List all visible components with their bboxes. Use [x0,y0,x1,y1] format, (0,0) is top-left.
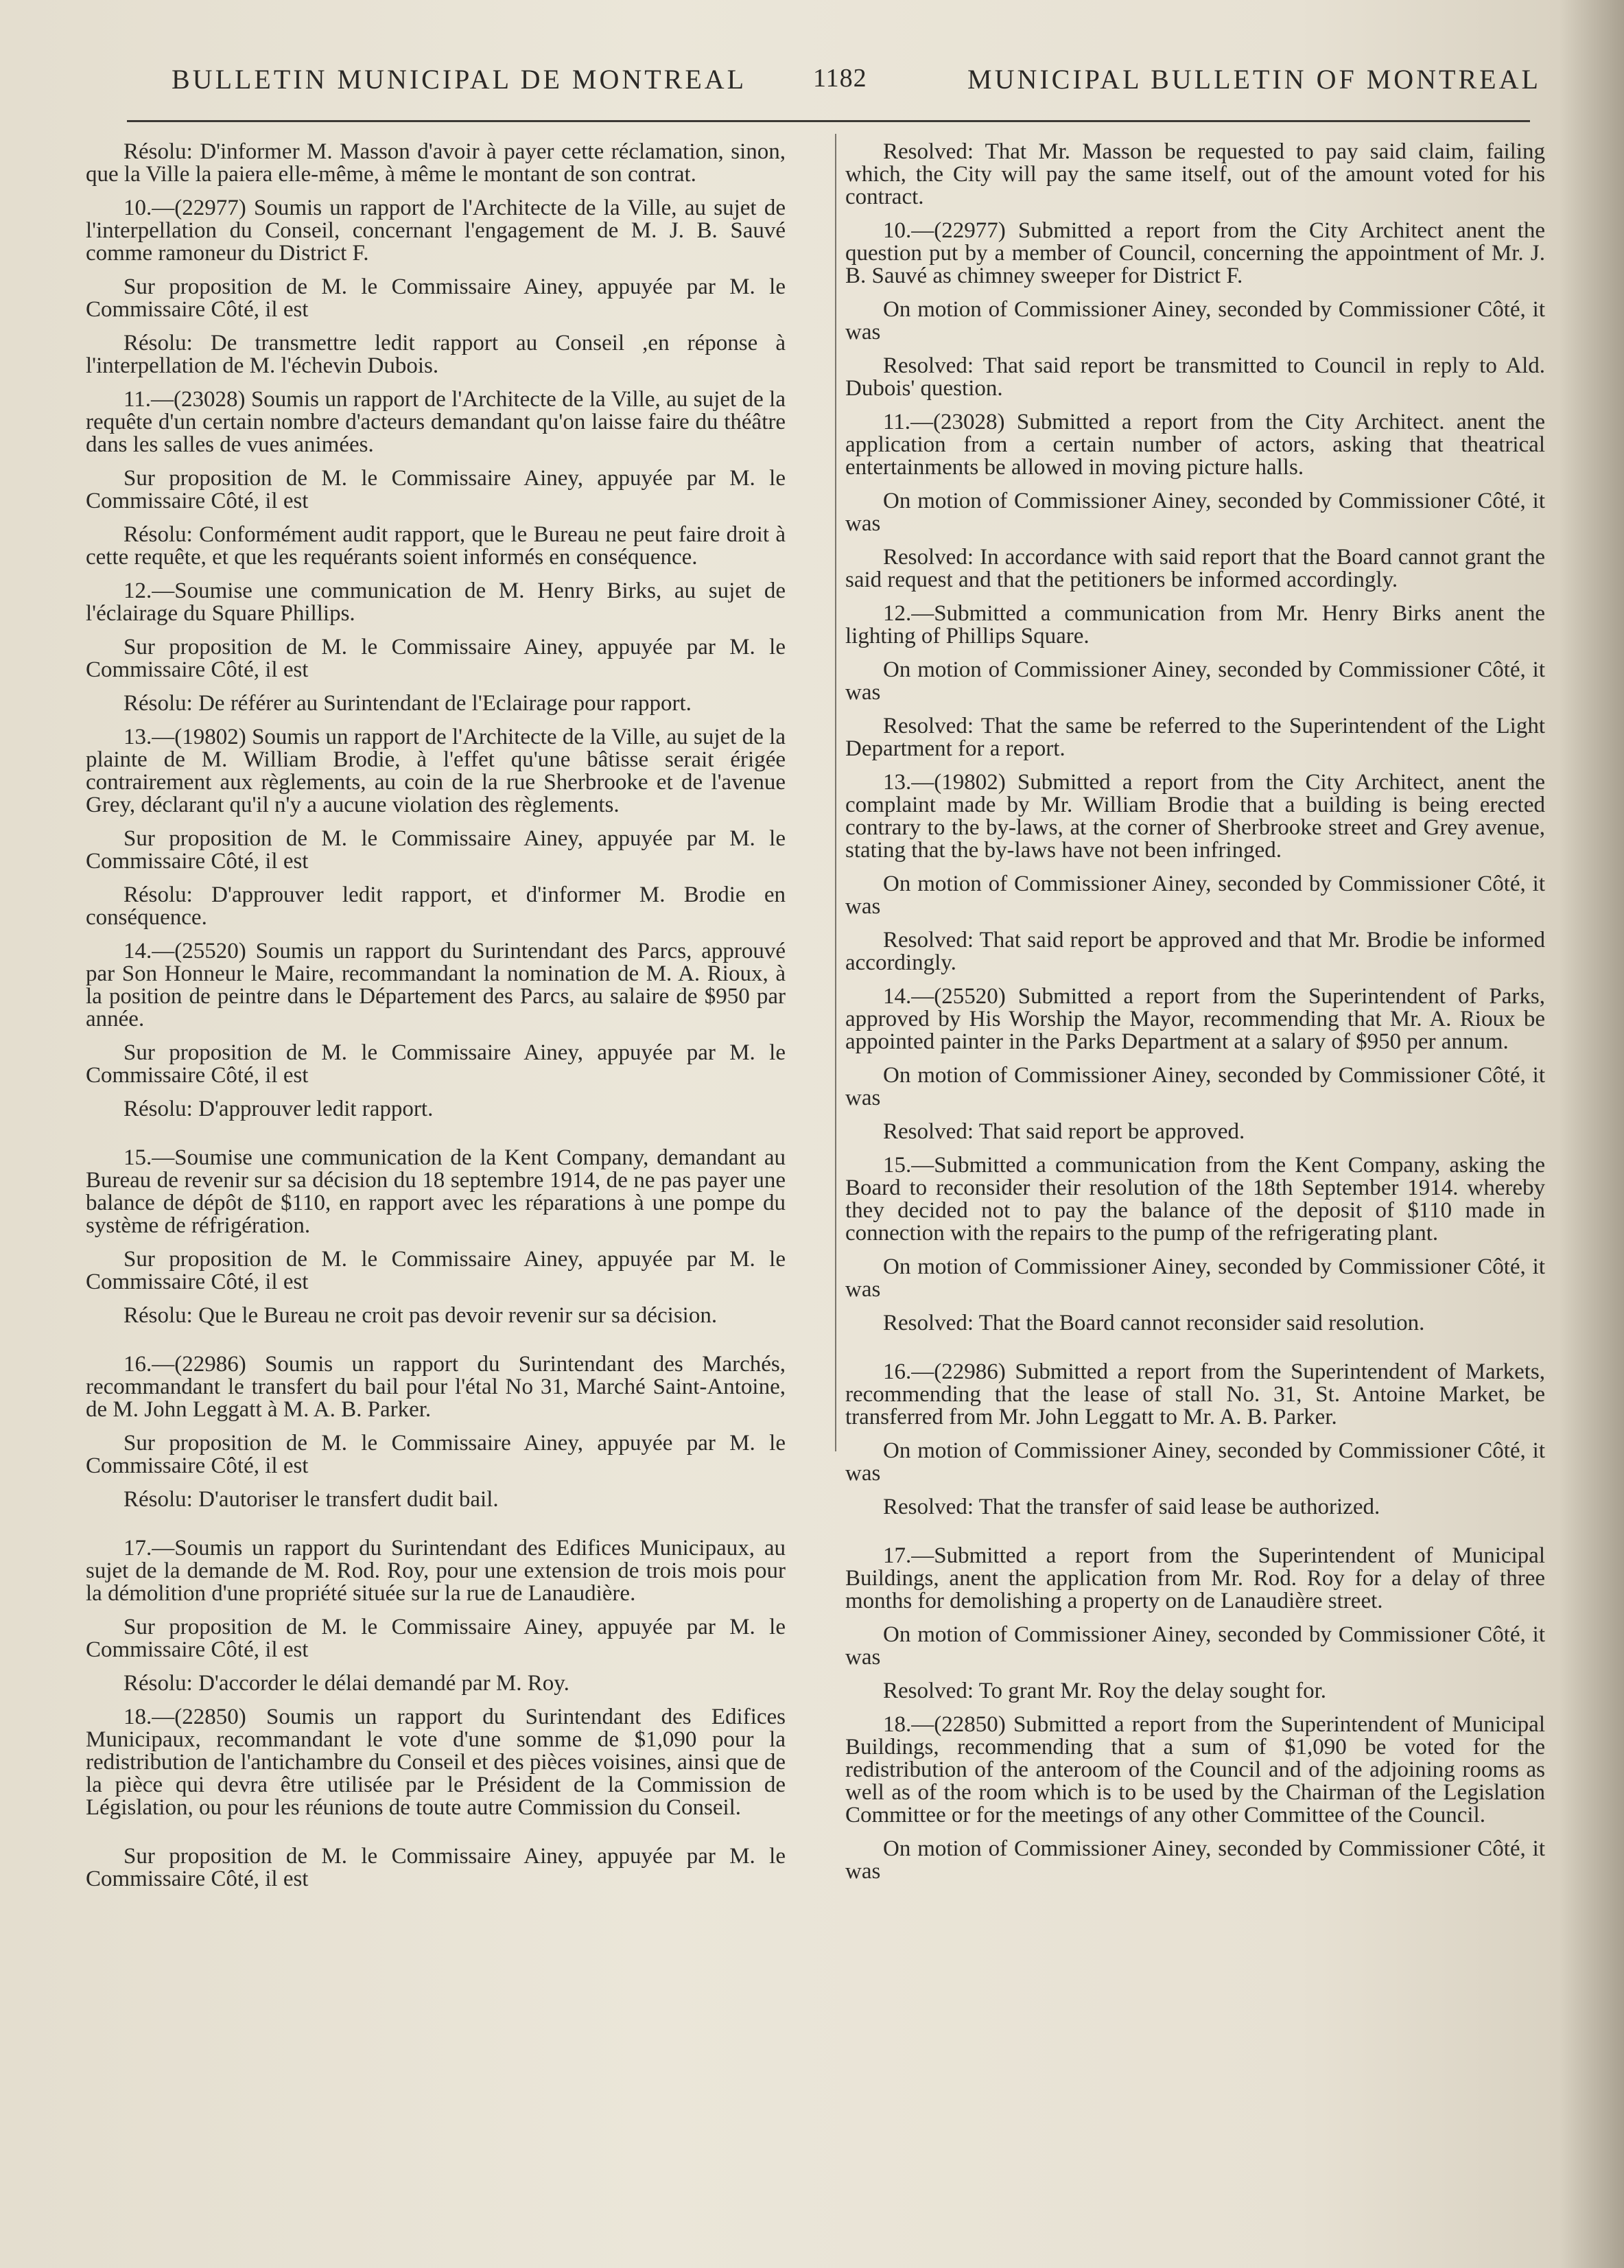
french-column [86,141,786,1891]
header-rule [127,120,1530,122]
paragraph: Resolved: In accordance with said report that the Board cannot grant the said request and that the petitioners be informed accordingly. [845,545,1545,592]
paragraph: Resolved: That said report be approved and that Mr. Brodie be informed accordingly. [845,928,1545,975]
paragraph: Resolved: That the transfer of said lease be authorized. [883,1495,1380,1519]
paragraph: Sur proposition de M. le Commissaire Ainey, appuyée par M. le Commissaire Côté, il est [86,466,786,513]
paragraph: 14.—(25520) Submitted a report from the Superintendent of Parks, approved by His Worship the Mayor, recommending that Mr. A. Rioux be appointed painter in the Parks Department at a salary of $950 per annum. [845,984,1545,1054]
paragraph: Sur proposition de M. le Commissaire Ainey, appuyée par M. le Commissaire Côté, il est [86,635,786,682]
paragraph: 15.—Submitted a communication from the Kent Company, asking the Board to reconsider their resolution of the 18th September 1914. whereby they decided not to pay the balance of the deposit of $110 made in connection with the repairs to the pump of the refrigerating plant. [845,1153,1545,1246]
paragraph: 17.—Submitted a report from the Superintendent of Municipal Buildings, anent the application from Mr. Rod. Roy for a delay of three months for demolishing a property on de Lanaudière street. [845,1543,1545,1613]
paragraph: 11.—(23028) Soumis un rapport de l'Architecte de la Ville, au sujet de la requête d'un certain nombre d'acteurs demandant qu'on laisse faire du théâtre dans les salles de vues animées. [86,387,786,457]
paragraph: Sur proposition de M. le Commissaire Ainey, appuyée par M. le Commissaire Côté, il est [86,1247,786,1294]
paragraph: Résolu: Conformément audit rapport, que le Bureau ne peut faire droit à cette requête, et que les requérants soient informés en conséquence. [86,522,786,570]
paragraph: Resolved: That the same be referred to the Superintendent of the Light Department for a report. [845,714,1545,761]
paragraph: 13.—(19802) Submitted a report from the City Architect, anent the complaint made by Mr. William Brodie that a building is being erected contrary to the by-laws, at the corner of Sherbrooke street and Grey avenue, stating that the by-laws have not been infringed. [845,770,1545,863]
paragraph: Resolved: That said report be transmitted to Council in reply to Ald. Dubois' question. [845,353,1545,401]
paragraph: On motion of Commissioner Ainey, seconded by Commissioner Côté, it was [845,1622,1545,1670]
paragraph: Sur proposition de M. le Commissaire Ainey, appuyée par M. le Commissaire Côté, il est [86,274,786,322]
paragraph: Resolved: That Mr. Masson be requested to pay said claim, failing which, the City will pay the same itself, out of the amount voted for his contract. [845,139,1545,209]
paragraph: Sur proposition de M. le Commissaire Ainey, appuyée par M. le Commissaire Côté, il est [86,1615,786,1662]
paragraph: Sur proposition de M. le Commissaire Ainey, appuyée par M. le Commissaire Côté, il est [86,826,786,874]
page-number: 1182 [813,64,867,93]
paragraph: Resolved: That the Board cannot reconsider said resolution. [883,1311,1425,1335]
paragraph: 16.—(22986) Soumis un rapport du Surintendant des Marchés, recommandant le transfert du bail pour l'étal No 31, Marché Saint-Antoine, de M. John Leggatt à M. A. B. Parker. [86,1352,786,1422]
paragraph: Sur proposition de M. le Commissaire Ainey, appuyée par M. le Commissaire Côté, il est [86,1844,786,1891]
paragraph: 18.—(22850) Soumis un rapport du Surintendant des Edifices Municipaux, recommandant le vote d'une somme de $1,090 pour la redistribution de l'antichambre du Conseil et des pièces voisines, ainsi que de la pièce qui devra être utilisée par le Président de la Commission de Législation, ou pour les réunions de toute autre Commission du Conseil. [86,1705,786,1820]
paragraph: 18.—(22850) Submitted a report from the Superintendent of Municipal Buildings, recommending that a sum of $1,090 be voted for the redistribution of the anteroom of the Council and of the adjoining rooms as well as of the room which is to be used by the Chairman of the Legislation Committee or for the meetings of any other Committee of the Council. [845,1712,1545,1827]
paragraph: On motion of Commissioner Ainey, seconded by Commissioner Côté, it was [845,1438,1545,1486]
paragraph: On motion of Commissioner Ainey, seconded by Commissioner Côté, it was [845,297,1545,344]
paragraph: 10.—(22977) Submitted a report from the City Architect anent the question put by a member of Council, concerning the appointment of Mr. J. B. Sauvé as chimney sweeper for District F. [845,218,1545,288]
running-header-french: BULLETIN MUNICIPAL DE MONTREAL [172,64,747,95]
paragraph: Résolu: D'informer M. Masson d'avoir à payer cette réclamation, sinon, que la Ville la paiera elle-même, à même le montant de son contrat. [86,139,786,187]
paragraph: Resolved: To grant Mr. Roy the delay sought for. [883,1679,1327,1703]
paragraph: 14.—(25520) Soumis un rapport du Surintendant des Parcs, approuvé par Son Honneur le Maire, recommandant la nomination de M. A. Rioux, à la position de peintre dans le Département des Parcs, au salaire de $950 par année. [86,939,786,1031]
paragraph: 12.—Soumise une communication de M. Henry Birks, au sujet de l'éclairage du Square Phillips. [86,578,786,626]
paragraph: 11.—(23028) Submitted a report from the City Architect. anent the application from a certain number of actors, asking that theatrical entertainments be allowed in moving picture halls. [845,410,1545,480]
paragraph: Résolu: De référer au Surintendant de l'Eclairage pour rapport. [123,691,692,716]
paragraph: 16.—(22986) Submitted a report from the Superintendent of Markets, recommending that the lease of stall No. 31, St. Antoine Market, be transferred from Mr. John Leggatt to Mr. A. B. Parker. [845,1359,1545,1429]
paragraph: Résolu: D'accorder le délai demandé par M. Roy. [123,1671,569,1696]
paragraph: On motion of Commissioner Ainey, seconded by Commissioner Côté, it was [845,1836,1545,1884]
english-column [845,141,1545,1883]
paragraph: Résolu: D'approuver ledit rapport, et d'informer M. Brodie en conséquence. [86,882,786,930]
paragraph: On motion of Commissioner Ainey, seconded by Commissioner Côté, it was [845,489,1545,536]
running-header-english: MUNICIPAL BULLETIN OF MONTREAL [967,64,1541,95]
paragraph: 13.—(19802) Soumis un rapport de l'Architecte de la Ville, au sujet de la plainte de M. William Brodie, à l'effet qu'une bâtisse serait érigée contrairement aux règlements, au coin de la rue Sherbrooke et de l'avenue Grey, déclarant qu'il n'y a aucune violation des règlements. [86,725,786,817]
paragraph: On motion of Commissioner Ainey, seconded by Commissioner Côté, it was [845,1254,1545,1302]
paragraph: Résolu: D'autoriser le transfert dudit bail. [123,1487,499,1512]
paragraph: 12.—Submitted a communication from Mr. Henry Birks anent the lighting of Phillips Square. [845,601,1545,648]
paragraph: On motion of Commissioner Ainey, seconded by Commissioner Côté, it was [845,872,1545,919]
paragraph: Sur proposition de M. le Commissaire Ainey, appuyée par M. le Commissaire Côté, il est [86,1431,786,1478]
paragraph: On motion of Commissioner Ainey, seconded by Commissioner Côté, it was [845,657,1545,705]
paragraph: Résolu: Que le Bureau ne croit pas devoir revenir sur sa décision. [123,1303,718,1328]
paragraph: 10.—(22977) Soumis un rapport de l'Architecte de la Ville, au sujet de l'interpellation du Conseil, concernant l'engagement de M. J. B. Sauvé comme ramoneur du District F. [86,196,786,266]
paragraph: 15.—Soumise une communication de la Kent Company, demandant au Bureau de revenir sur sa décision du 18 septembre 1914, de ne pas payer une balance de dépôt de $110, en rapport avec les réparations à une pompe du système de réfrigération. [86,1145,786,1238]
paragraph: Résolu: D'approuver ledit rapport. [123,1097,434,1121]
paragraph: Résolu: De transmettre ledit rapport au Conseil ,en réponse à l'interpellation de M. l'échevin Dubois. [86,331,786,378]
paragraph: On motion of Commissioner Ainey, seconded by Commissioner Côté, it was [845,1063,1545,1110]
paragraph: 17.—Soumis un rapport du Surintendant des Edifices Municipaux, au sujet de la demande de M. Rod. Roy, pour une extension de trois mois pour la démolition d'une propriété située sur la rue de Lanaudière. [86,1536,786,1606]
column-divider [835,134,836,1451]
paragraph: Sur proposition de M. le Commissaire Ainey, appuyée par M. le Commissaire Côté, il est [86,1040,786,1088]
paragraph: Resolved: That said report be approved. [883,1119,1245,1144]
